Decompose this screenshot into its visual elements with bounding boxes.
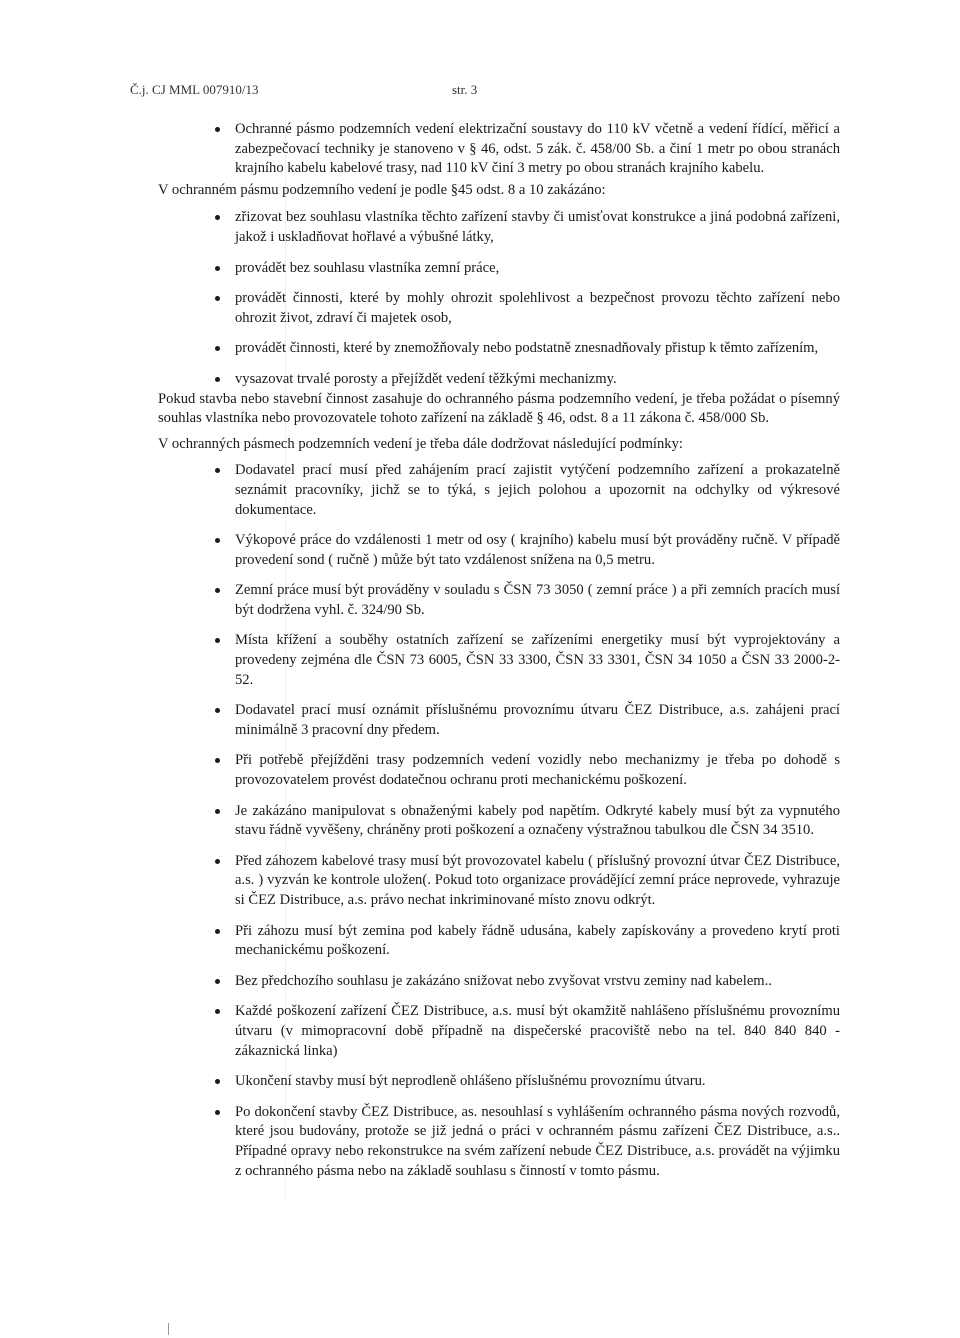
list-item: Výkopové práce do vzdálenosti 1 metr od osy ( krajního) kabelu musí být prováděny ručně. V případě provedení sond ( ručně ) může být tato vzdálenost snížena na 0,5 metru. xyxy=(158,531,840,570)
list-item: Je zakázáno manipulovat s obnaženými kabely pod napětím. Odkryté kabely musí být za vypnutého stavu řádně vyvěšeny, chráněny proti poškození a označeny výstražnou tabulkou dle ČSN 34 3510. xyxy=(158,802,840,841)
list-item: zřizovat bez souhlasu vlastníka těchto zařízení stavby či umisťovat konstrukce a jiná podobná zařízeni, jakož i uskladňovat hořlavé a výbušné látky, xyxy=(158,208,840,247)
document-body xyxy=(158,120,840,1192)
list-item: Každé poškození zařízení ČEZ Distribuce, a.s. musí být okamžitě nahlášeno příslušnému provoznímu útvaru (v mimopracovní době případně na dispečerské pracoviště nebo na tel. 840 840 840 - zákaznická linka) xyxy=(158,1002,840,1061)
list-item: Před záhozem kabelové trasy musí být provozovatel kabelu ( příslušný provozní útvar ČEZ Distribuce, a.s. ) vyzván ke kontrole uložen(. Pokud toto organizace provádějící zemní práce neprovede, vyhrazuje si ČEZ Distribuce, a.s. právo nechat inkriminované místo znovu odkrýt. xyxy=(158,852,840,911)
list-item: vysazovat trvalé porosty a přejíždět vedení těžkými mechanizmy. xyxy=(158,370,840,390)
paragraph-consent: Pokud stavba nebo stavební činnost zasahuje do ochranného pásma podzemního vedení, je třeba požádat o písemný souhlas vlastníka nebo provozovatele tohoto zařízení na základě § 46, odst. 8 a 11 zákona č. 458/000 Sb. xyxy=(158,390,840,427)
list-item: provádět činnosti, které by znemožňovaly nebo podstatně znesnadňovaly přistup k těmto zařízením, xyxy=(158,339,840,359)
list-item: provádět bez souhlasu vlastníka zemní práce, xyxy=(158,259,840,279)
list-item: Dodavatel prací musí oznámit příslušnému provoznímu útvaru ČEZ Distribuce, a.s. zahájeni prací minimálně 3 pracovní dny předem. xyxy=(158,701,840,740)
list-item: Zemní práce musí být prováděny v souladu s ČSN 73 3050 ( zemní práce ) a při zemních pracích musí být dodržena vyhl. č. 324/90 Sb. xyxy=(158,581,840,620)
list-item: provádět činnosti, které by mohly ohrozit spolehlivost a bezpečnost provozu těchto zařízení nebo ohrozit život, zdraví či majetek osob, xyxy=(158,289,840,328)
list-item: Místa křížení a souběhy ostatních zařízení se zařízeními energetiky musí být vyprojektovány a provedeny zejména dle ČSN 73 6005, ČSN 33 3300, ČSN 33 3301, ČSN 34 1050 a ČSN 33 2000-2-52. xyxy=(158,631,840,690)
paragraph-prohibited-intro: V ochranném pásmu podzemního vedení je podle §45 odst. 8 a 10 zakázáno: xyxy=(158,181,606,198)
conditions-list xyxy=(158,461,840,1181)
list-item: Ochranné pásmo podzemních vedení elektrizační soustavy do 110 kV včetně a vedení řídící, měřicí a zabezpečovací techniky je stanoveno v § 46, odst. 5 zák. č. 458/00 Sb. a činí 1 metr po obou stranách krajního kabelu kabelové trasy, nad 110 kV činí 3 metry po obou stranách krajního kabelu. xyxy=(158,120,840,179)
scan-mark xyxy=(168,1323,169,1335)
document-reference: Č.j. CJ MML 007910/13 xyxy=(130,82,259,97)
list-item: Ukončení stavby musí být neprodleně ohlášeno příslušnému provoznímu útvaru. xyxy=(158,1072,840,1092)
protection-zone-list xyxy=(158,120,840,179)
list-item: Při potřebě přejížděni trasy podzemních vedení vozidly nebo mechanizmy je třeba po dohodě s provozovatelem provést dodatečnou ochranu proti mechanickému poškození. xyxy=(158,751,840,790)
paragraph-conditions-intro: V ochranných pásmech podzemních vedení je třeba dále dodržovat následující podmínky: xyxy=(158,435,683,452)
list-item: Při záhozu musí být zemina pod kabely řádně udusána, kabely zapískovány a provedeno krytí proti mechanickému poškození. xyxy=(158,922,840,961)
list-item: Dodavatel prací musí před zahájením prací zajistit vytýčení podzemního zařízení a prokazatelně seznámit pracovníky, jichž se to týká, s jejich polohou a upozornit na odchylky od výkresové dokumentace. xyxy=(158,461,840,520)
prohibited-activities-list xyxy=(158,208,840,389)
list-item: Bez předchozího souhlasu je zakázáno snižovat nebo zvyšovat vrstvu zeminy nad kabelem.. xyxy=(158,972,840,992)
page-number: str. 3 xyxy=(452,82,478,97)
list-item: Po dokončení stavby ČEZ Distribuce, as. nesouhlasí s vyhlášením ochranného pásma nových rozvodů, které jsou budovány, protože se již jedná o práci v ochranném pásmu zařízeni ČEZ Distribuce, a.s.. Případné opravy nebo rekonstrukce na svém zařízení nebude ČEZ Distribuce, a.s. provádět na výjimku z ochranného pásma nebo na základě souhlasu s činností v tomto pásmu. xyxy=(158,1103,840,1181)
